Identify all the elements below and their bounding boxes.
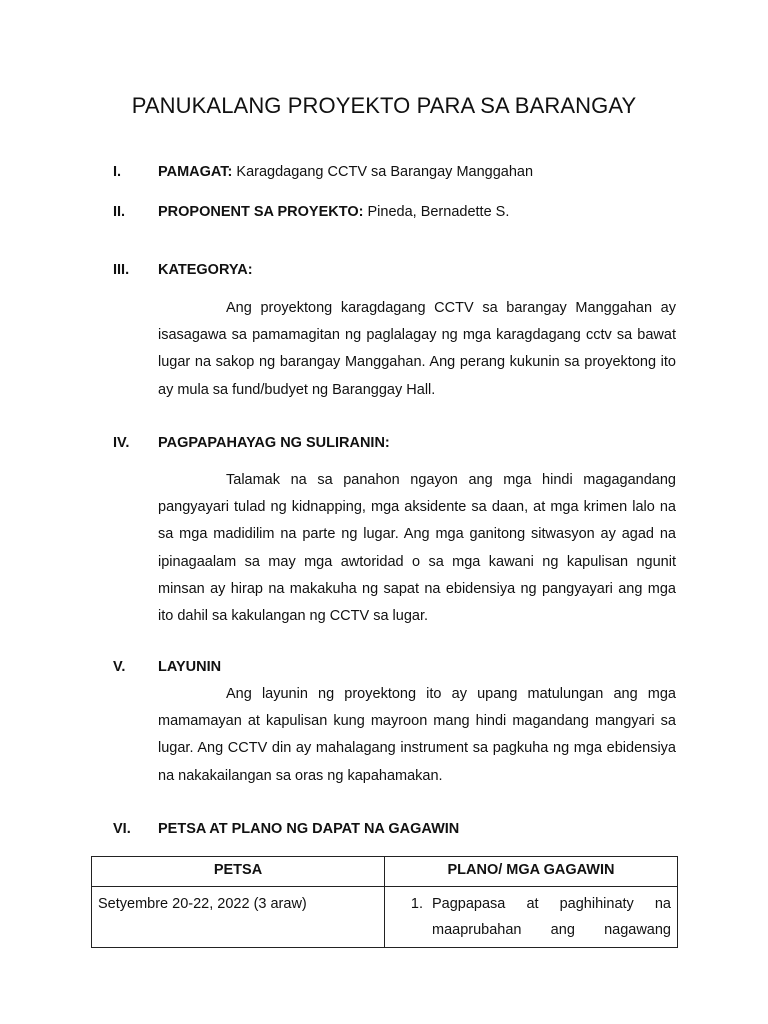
section-label: LAYUNIN: [158, 659, 222, 675]
cell-petsa: Setyembre 20-22, 2022 (3 araw): [92, 887, 385, 948]
header-plano: PLANO/ MGA GAGAWIN: [385, 857, 678, 887]
suliranin-paragraph: Talamak na sa panahon ngayon ang mga hindi magagandang pangyayari tulad ng kidnapping, mga aksidente sa daan, at mga krimen lalo na sa mga madidilim na parte ng lugar. Ang mga ganitong sitwasyon ay agad na ipinagaalam sa may mga awtoridad o sa mga kawani ng kapulisan ngunit minsan ay hirap na makakuha ng sapat na ebidensiya ng pangyayari ang mga ito dahil sa kakulangan ng CCTV sa lugar.: [158, 472, 676, 625]
plan-item-line: Pagpapasa at paghihinaty na: [432, 896, 671, 912]
section-number: IV.: [113, 435, 130, 451]
section-label: PAMAGAT:: [158, 164, 233, 180]
section-number: III.: [113, 262, 130, 278]
section-value: Karagdagang CCTV sa Barangay Manggahan: [236, 164, 534, 180]
kategorya-paragraph: Ang proyektong karagdagang CCTV sa barangay Manggahan ay isasagawa sa pamamagitan ng paglalagay ng mga karagdagang cctv sa bawat lugar na sakop ng barangay Manggahan. Ang perang kukunin sa proyektong ito ay mula sa fund/budyet ng Baranggay Hall.: [158, 300, 676, 398]
document-title: PANUKALANG PROYEKTO PARA SA BARANGAY: [131, 93, 637, 118]
section-number: VI.: [113, 821, 131, 837]
section-label: PROPONENT SA PROYEKTO:: [158, 204, 364, 220]
table-header-row: [92, 857, 678, 887]
section-number: I.: [113, 164, 122, 180]
header-petsa: PETSA: [92, 857, 385, 887]
cell-plano: [385, 887, 678, 948]
table-row: [92, 887, 678, 948]
section-label: PETSA AT PLANO NG DAPAT NA GAGAWIN: [158, 821, 460, 837]
plan-table: [91, 856, 678, 948]
section-label: PAGPAPAHAYAG NG SULIRANIN:: [158, 435, 390, 451]
plan-item-number: 1.: [410, 896, 423, 912]
section-number: V.: [113, 659, 126, 675]
section-label: KATEGORYA:: [158, 262, 253, 278]
section-value: Pineda, Bernadette S.: [367, 204, 510, 220]
section-number: II.: [113, 204, 126, 220]
layunin-paragraph: Ang layunin ng proyektong ito ay upang matulungan ang mga mamamayan at kapulisan kung mayroon mang hindi magandang mangyari sa lugar. Ang CCTV din ay mahalagang instrument sa pagkuha ng mga ebidensiya na nakakailangan sa oras ng kapahamakan.: [158, 686, 676, 784]
plan-item-line: maaprubahan ang nagawang: [432, 922, 671, 938]
